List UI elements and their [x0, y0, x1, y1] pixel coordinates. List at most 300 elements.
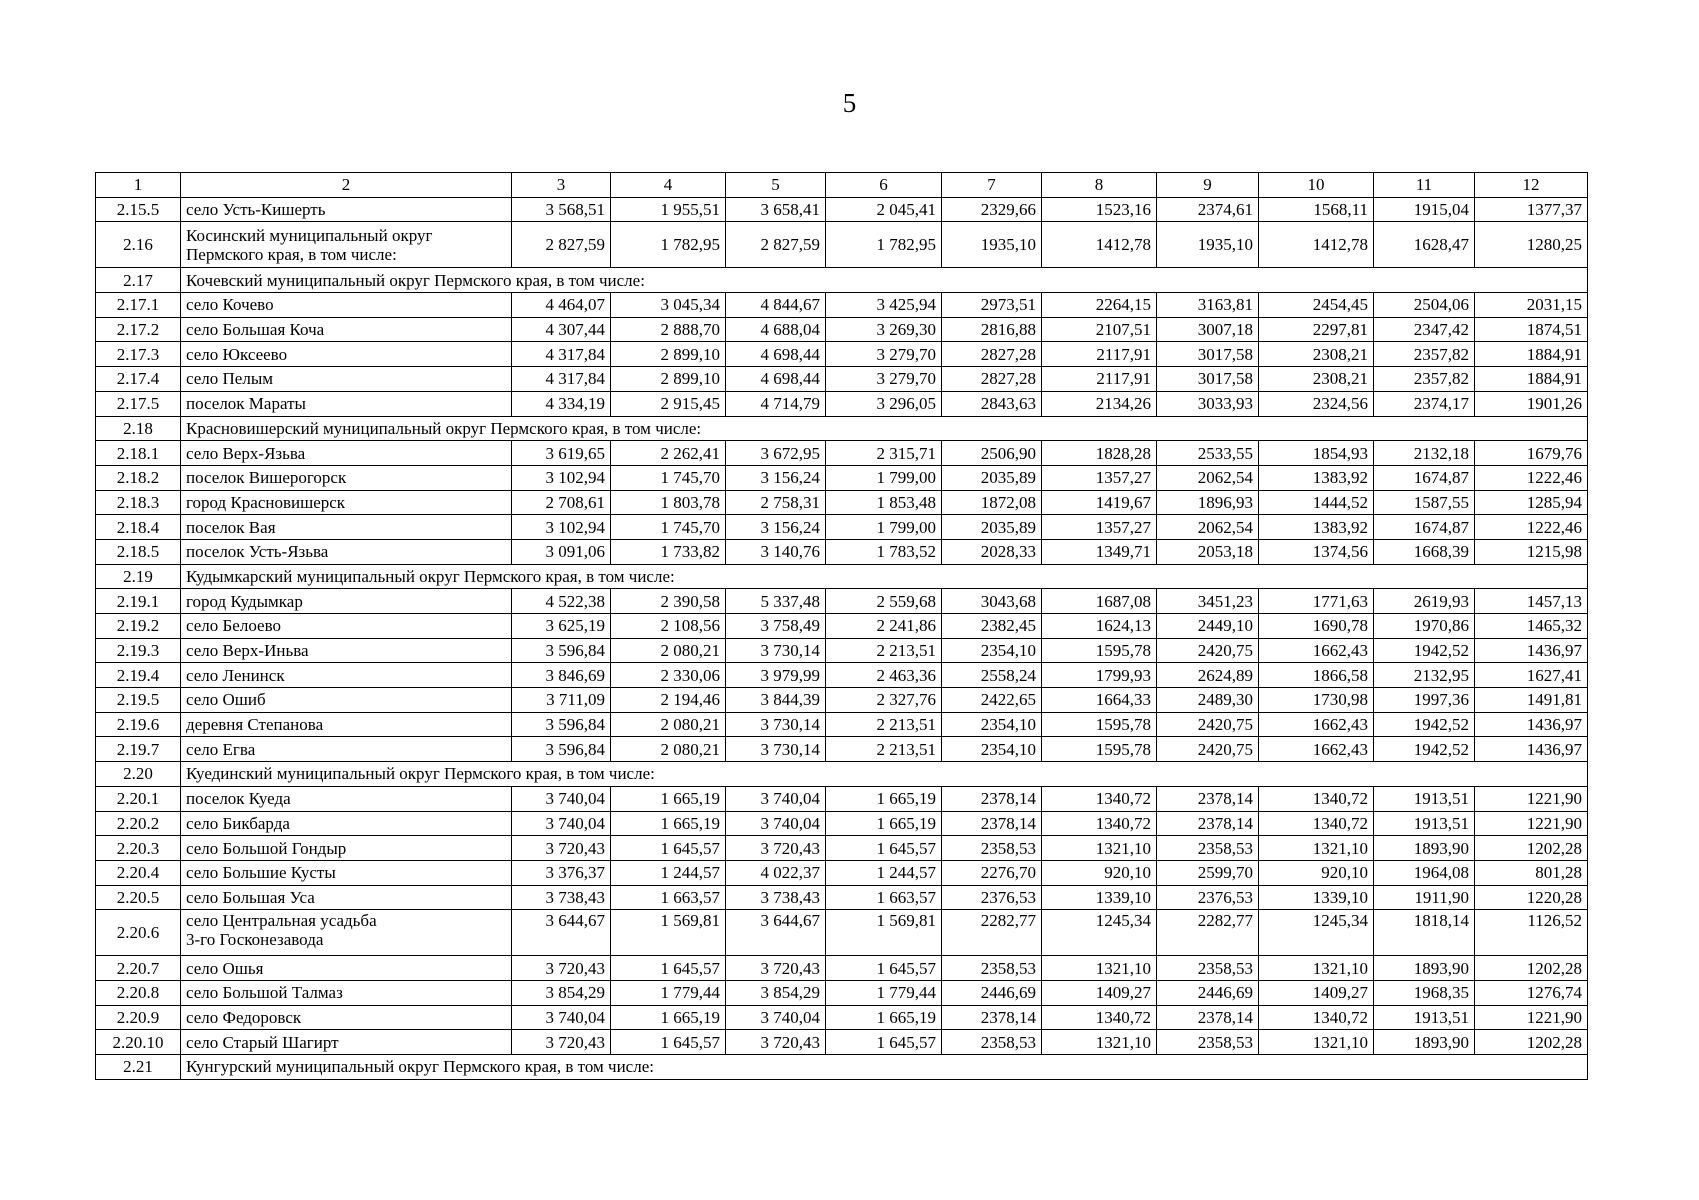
value-cell: 2420,75 — [1157, 737, 1259, 762]
table-row — [96, 980, 1588, 1005]
value-cell: 2 194,46 — [611, 688, 726, 713]
value-cell: 1321,10 — [1042, 1030, 1157, 1055]
value-cell: 2376,53 — [942, 885, 1042, 910]
settlement-name: село Ленинск — [186, 665, 285, 685]
value-cell: 1690,78 — [1259, 614, 1374, 639]
table-row — [96, 490, 1588, 515]
value-cell: 2035,89 — [942, 515, 1042, 540]
value-cell: 1 665,19 — [826, 811, 942, 836]
value-cell: 3 711,09 — [512, 688, 611, 713]
value-cell: 2 899,10 — [611, 367, 726, 392]
value-cell: 2 315,71 — [826, 441, 942, 466]
settlement-name: село Большая Коча — [186, 320, 325, 340]
value-cell: 1 665,19 — [826, 786, 942, 811]
value-cell: 2358,53 — [942, 836, 1042, 861]
value-cell: 2 213,51 — [826, 737, 942, 762]
value-cell: 1901,26 — [1475, 391, 1588, 416]
settlement-name: село Егва — [186, 739, 256, 759]
row-code-cell: 2.20.6 — [96, 910, 181, 956]
value-cell: 920,10 — [1042, 860, 1157, 885]
table-row — [96, 515, 1588, 540]
settlement-name-cell — [181, 712, 512, 737]
row-code-cell: 2.19.7 — [96, 737, 181, 762]
row-code-cell: 2.19.3 — [96, 638, 181, 663]
value-cell: 2378,14 — [942, 811, 1042, 836]
value-cell: 1942,52 — [1374, 712, 1475, 737]
value-cell: 1339,10 — [1042, 885, 1157, 910]
value-cell: 2282,77 — [942, 910, 1042, 956]
settlement-name-cell — [181, 860, 512, 885]
value-cell: 2324,56 — [1259, 391, 1374, 416]
value-cell: 2449,10 — [1157, 614, 1259, 639]
value-cell: 1 645,57 — [611, 1030, 726, 1055]
value-cell: 1 745,70 — [611, 465, 726, 490]
value-cell: 1465,32 — [1475, 614, 1588, 639]
table-row — [96, 836, 1588, 861]
value-cell: 2308,21 — [1259, 367, 1374, 392]
value-cell: 3 156,24 — [726, 515, 826, 540]
value-cell: 1340,72 — [1042, 811, 1157, 836]
row-code-cell: 2.20 — [96, 762, 181, 787]
value-cell: 2347,42 — [1374, 317, 1475, 342]
value-cell: 2422,65 — [942, 688, 1042, 713]
value-cell: 2358,53 — [942, 1030, 1042, 1055]
value-cell: 4 317,84 — [512, 367, 611, 392]
value-cell: 1276,74 — [1475, 980, 1588, 1005]
value-cell: 2132,95 — [1374, 663, 1475, 688]
value-cell: 1964,08 — [1374, 860, 1475, 885]
value-cell: 1 244,57 — [611, 860, 726, 885]
value-cell: 2533,55 — [1157, 441, 1259, 466]
value-cell: 1 782,95 — [826, 222, 942, 268]
settlement-name: село Большая Уса — [186, 887, 315, 907]
group-header-row — [96, 564, 1588, 589]
value-cell: 2 390,58 — [611, 589, 726, 614]
settlement-name: село Кочево — [186, 295, 274, 315]
row-code-cell: 2.20.4 — [96, 860, 181, 885]
table-row — [96, 811, 1588, 836]
value-cell: 2374,17 — [1374, 391, 1475, 416]
table-row — [96, 712, 1588, 737]
settlement-name: село Большой Гондыр — [186, 838, 347, 858]
value-cell: 2558,24 — [942, 663, 1042, 688]
value-cell: 1349,71 — [1042, 539, 1157, 564]
value-cell: 2827,28 — [942, 342, 1042, 367]
value-cell: 2504,06 — [1374, 293, 1475, 318]
value-cell: 1893,90 — [1374, 836, 1475, 861]
value-cell: 2 080,21 — [611, 712, 726, 737]
settlement-name: село Юксеево — [186, 344, 288, 364]
value-cell: 1245,34 — [1042, 910, 1157, 956]
table-row — [96, 317, 1588, 342]
row-code-cell: 2.20.5 — [96, 885, 181, 910]
settlement-name: Косинский муниципальный округ — [186, 225, 433, 245]
settlement-name-cell — [181, 1005, 512, 1030]
value-cell: 1 645,57 — [611, 956, 726, 981]
settlement-name: деревня Степанова — [186, 715, 324, 735]
value-cell: 1662,43 — [1259, 712, 1374, 737]
table-row — [96, 663, 1588, 688]
value-cell: 1221,90 — [1475, 786, 1588, 811]
row-code-cell: 2.17.4 — [96, 367, 181, 392]
value-cell: 3017,58 — [1157, 342, 1259, 367]
value-cell: 2 213,51 — [826, 712, 942, 737]
value-cell: 1913,51 — [1374, 786, 1475, 811]
value-cell: 2489,30 — [1157, 688, 1259, 713]
table-row — [96, 342, 1588, 367]
value-cell: 2 827,59 — [512, 222, 611, 268]
value-cell: 5 337,48 — [726, 589, 826, 614]
value-cell: 2282,77 — [1157, 910, 1259, 956]
value-cell: 4 307,44 — [512, 317, 611, 342]
value-cell: 2 899,10 — [611, 342, 726, 367]
settlement-name-cell — [181, 836, 512, 861]
value-cell: 1771,63 — [1259, 589, 1374, 614]
value-cell: 1321,10 — [1042, 836, 1157, 861]
value-cell: 3 979,99 — [726, 663, 826, 688]
value-cell: 3 156,24 — [726, 465, 826, 490]
value-cell: 2446,69 — [1157, 980, 1259, 1005]
value-cell: 3 740,04 — [726, 1005, 826, 1030]
row-code-cell: 2.20.3 — [96, 836, 181, 861]
value-cell: 1 799,00 — [826, 465, 942, 490]
value-cell: 1523,16 — [1042, 197, 1157, 222]
value-cell: 1280,25 — [1475, 222, 1588, 268]
value-cell: 1874,51 — [1475, 317, 1588, 342]
value-cell: 801,28 — [1475, 860, 1588, 885]
value-cell: 1913,51 — [1374, 1005, 1475, 1030]
value-cell: 1340,72 — [1042, 1005, 1157, 1030]
value-cell: 3 720,43 — [726, 956, 826, 981]
value-cell: 2 915,45 — [611, 391, 726, 416]
tariff-table-container — [95, 172, 1587, 1080]
value-cell: 1799,93 — [1042, 663, 1157, 688]
value-cell: 3 672,95 — [726, 441, 826, 466]
value-cell: 2062,54 — [1157, 465, 1259, 490]
table-row — [96, 222, 1588, 268]
row-code-cell: 2.18 — [96, 416, 181, 441]
value-cell: 1220,28 — [1475, 885, 1588, 910]
value-cell: 4 317,84 — [512, 342, 611, 367]
value-cell: 3 846,69 — [512, 663, 611, 688]
settlement-name: село Ошиб — [186, 690, 266, 710]
value-cell: 1595,78 — [1042, 712, 1157, 737]
value-cell: 2376,53 — [1157, 885, 1259, 910]
value-cell: 3 045,34 — [611, 293, 726, 318]
value-cell: 3 740,04 — [512, 811, 611, 836]
table-row — [96, 786, 1588, 811]
value-cell: 2973,51 — [942, 293, 1042, 318]
table-row — [96, 910, 1588, 956]
settlement-name-cell — [181, 317, 512, 342]
value-cell: 2297,81 — [1259, 317, 1374, 342]
column-number-cell: 11 — [1374, 173, 1475, 198]
value-cell: 2134,26 — [1042, 391, 1157, 416]
row-code-cell: 2.15.5 — [96, 197, 181, 222]
row-code-cell: 2.20.9 — [96, 1005, 181, 1030]
value-cell: 1245,34 — [1259, 910, 1374, 956]
value-cell: 2374,61 — [1157, 197, 1259, 222]
value-cell: 1893,90 — [1374, 1030, 1475, 1055]
group-name-cell: Кунгурский муниципальный округ Пермского края, в том числе: — [181, 1055, 1588, 1080]
value-cell: 1 569,81 — [826, 910, 942, 956]
value-cell: 3163,81 — [1157, 293, 1259, 318]
value-cell: 2 080,21 — [611, 737, 726, 762]
column-number-cell: 12 — [1475, 173, 1588, 198]
value-cell: 1436,97 — [1475, 737, 1588, 762]
value-cell: 4 022,37 — [726, 860, 826, 885]
value-cell: 1595,78 — [1042, 638, 1157, 663]
table-row — [96, 860, 1588, 885]
value-cell: 2 827,59 — [726, 222, 826, 268]
row-code-cell: 2.18.4 — [96, 515, 181, 540]
value-cell: 1321,10 — [1259, 956, 1374, 981]
value-cell: 3 102,94 — [512, 515, 611, 540]
value-cell: 1 663,57 — [826, 885, 942, 910]
value-cell: 3017,58 — [1157, 367, 1259, 392]
value-cell: 2827,28 — [942, 367, 1042, 392]
row-code-cell: 2.17.3 — [96, 342, 181, 367]
value-cell: 3 279,70 — [826, 367, 942, 392]
column-number-cell: 3 — [512, 173, 611, 198]
group-name-cell: Кудымкарский муниципальный округ Пермского края, в том числе: — [181, 564, 1588, 589]
value-cell: 1674,87 — [1374, 465, 1475, 490]
value-cell: 4 334,19 — [512, 391, 611, 416]
settlement-name: село Верх-Язьва — [186, 443, 306, 463]
value-cell: 3 102,94 — [512, 465, 611, 490]
table-row — [96, 441, 1588, 466]
settlement-name-cell — [181, 786, 512, 811]
column-number-cell: 8 — [1042, 173, 1157, 198]
value-cell: 1893,90 — [1374, 956, 1475, 981]
value-cell: 1 782,95 — [611, 222, 726, 268]
value-cell: 1674,87 — [1374, 515, 1475, 540]
value-cell: 1202,28 — [1475, 1030, 1588, 1055]
value-cell: 1664,33 — [1042, 688, 1157, 713]
value-cell: 2117,91 — [1042, 367, 1157, 392]
row-code-cell: 2.18.5 — [96, 539, 181, 564]
value-cell: 1383,92 — [1259, 465, 1374, 490]
value-cell: 3 740,04 — [726, 811, 826, 836]
settlement-name-cell — [181, 197, 512, 222]
value-cell: 2619,93 — [1374, 589, 1475, 614]
value-cell: 3 844,39 — [726, 688, 826, 713]
value-cell: 1412,78 — [1259, 222, 1374, 268]
value-cell: 2 758,31 — [726, 490, 826, 515]
value-cell: 1872,08 — [942, 490, 1042, 515]
value-cell: 1662,43 — [1259, 737, 1374, 762]
value-cell: 1321,10 — [1259, 836, 1374, 861]
value-cell: 1222,46 — [1475, 515, 1588, 540]
row-code-cell: 2.16 — [96, 222, 181, 268]
value-cell: 2 888,70 — [611, 317, 726, 342]
value-cell: 2 559,68 — [826, 589, 942, 614]
column-number-row — [96, 173, 1588, 198]
value-cell: 1409,27 — [1042, 980, 1157, 1005]
settlement-name-line2: 3-го Госконезавода — [186, 930, 324, 950]
value-cell: 3 425,94 — [826, 293, 942, 318]
value-cell: 4 698,44 — [726, 342, 826, 367]
group-header-row — [96, 268, 1588, 293]
settlement-name: поселок Усть-Язьва — [186, 542, 329, 562]
value-cell: 1828,28 — [1042, 441, 1157, 466]
value-cell: 4 464,07 — [512, 293, 611, 318]
value-cell: 1 783,52 — [826, 539, 942, 564]
value-cell: 2 327,76 — [826, 688, 942, 713]
value-cell: 1221,90 — [1475, 1005, 1588, 1030]
value-cell: 1 645,57 — [826, 1030, 942, 1055]
value-cell: 3 738,43 — [512, 885, 611, 910]
value-cell: 2276,70 — [942, 860, 1042, 885]
settlement-name-cell — [181, 811, 512, 836]
settlement-name: село Большой Талмаз — [186, 983, 343, 1003]
value-cell: 1997,36 — [1374, 688, 1475, 713]
value-cell: 1377,37 — [1475, 197, 1588, 222]
value-cell: 2 108,56 — [611, 614, 726, 639]
value-cell: 2329,66 — [942, 197, 1042, 222]
value-cell: 1215,98 — [1475, 539, 1588, 564]
value-cell: 2378,14 — [1157, 786, 1259, 811]
row-code-cell: 2.18.2 — [96, 465, 181, 490]
settlement-name: село Федоровск — [186, 1007, 302, 1027]
settlement-name-cell — [181, 441, 512, 466]
value-cell: 3 625,19 — [512, 614, 611, 639]
value-cell: 2354,10 — [942, 638, 1042, 663]
value-cell: 2 463,36 — [826, 663, 942, 688]
settlement-name-cell — [181, 614, 512, 639]
value-cell: 1913,51 — [1374, 811, 1475, 836]
value-cell: 1 779,44 — [611, 980, 726, 1005]
row-code-cell: 2.20.2 — [96, 811, 181, 836]
value-cell: 2420,75 — [1157, 712, 1259, 737]
settlement-name-cell — [181, 956, 512, 981]
value-cell: 1222,46 — [1475, 465, 1588, 490]
value-cell: 2 241,86 — [826, 614, 942, 639]
value-cell: 2382,45 — [942, 614, 1042, 639]
value-cell: 1340,72 — [1259, 786, 1374, 811]
value-cell: 1357,27 — [1042, 515, 1157, 540]
settlement-name-cell — [181, 980, 512, 1005]
settlement-name-line2: Пермского края, в том числе: — [186, 244, 397, 264]
value-cell: 2028,33 — [942, 539, 1042, 564]
value-cell: 1221,90 — [1475, 811, 1588, 836]
table-row — [96, 197, 1588, 222]
table-row — [96, 465, 1588, 490]
value-cell: 2 045,41 — [826, 197, 942, 222]
value-cell: 1818,14 — [1374, 910, 1475, 956]
value-cell: 3 619,65 — [512, 441, 611, 466]
settlement-name: поселок Вая — [186, 517, 276, 537]
settlement-name: село Усть-Кишерть — [186, 200, 326, 220]
value-cell: 2 213,51 — [826, 638, 942, 663]
value-cell: 1628,47 — [1374, 222, 1475, 268]
row-code-cell: 2.19 — [96, 564, 181, 589]
value-cell: 1595,78 — [1042, 737, 1157, 762]
value-cell: 3 720,43 — [512, 956, 611, 981]
value-cell: 1409,27 — [1259, 980, 1374, 1005]
settlement-name: село Верх-Иньва — [186, 641, 309, 661]
value-cell: 2506,90 — [942, 441, 1042, 466]
value-cell: 3 758,49 — [726, 614, 826, 639]
settlement-name: село Старый Шагирт — [186, 1032, 339, 1052]
value-cell: 3 296,05 — [826, 391, 942, 416]
value-cell: 1321,10 — [1259, 1030, 1374, 1055]
value-cell: 3 720,43 — [726, 1030, 826, 1055]
value-cell: 2107,51 — [1042, 317, 1157, 342]
value-cell: 3 854,29 — [512, 980, 611, 1005]
settlement-name-cell — [181, 490, 512, 515]
row-code-cell: 2.20.10 — [96, 1030, 181, 1055]
value-cell: 1587,55 — [1374, 490, 1475, 515]
value-cell: 3 740,04 — [726, 786, 826, 811]
value-cell: 1436,97 — [1475, 712, 1588, 737]
value-cell: 2599,70 — [1157, 860, 1259, 885]
value-cell: 3 720,43 — [512, 1030, 611, 1055]
settlement-name-cell — [181, 663, 512, 688]
value-cell: 2 708,61 — [512, 490, 611, 515]
settlement-name-cell — [181, 737, 512, 762]
value-cell: 1444,52 — [1259, 490, 1374, 515]
value-cell: 1436,97 — [1475, 638, 1588, 663]
value-cell: 1 663,57 — [611, 885, 726, 910]
value-cell: 2843,63 — [942, 391, 1042, 416]
value-cell: 1321,10 — [1042, 956, 1157, 981]
value-cell: 1942,52 — [1374, 638, 1475, 663]
value-cell: 2354,10 — [942, 737, 1042, 762]
table-row — [96, 589, 1588, 614]
value-cell: 3 854,29 — [726, 980, 826, 1005]
tariff-table — [95, 172, 1588, 1080]
value-cell: 2378,14 — [1157, 811, 1259, 836]
value-cell: 1 645,57 — [826, 836, 942, 861]
value-cell: 2816,88 — [942, 317, 1042, 342]
page-number: 5 — [842, 88, 857, 118]
settlement-name: город Кудымкар — [186, 591, 303, 611]
value-cell: 1668,39 — [1374, 539, 1475, 564]
value-cell: 1935,10 — [942, 222, 1042, 268]
value-cell: 1730,98 — [1259, 688, 1374, 713]
row-code-cell: 2.17.2 — [96, 317, 181, 342]
value-cell: 1 244,57 — [826, 860, 942, 885]
table-row — [96, 614, 1588, 639]
value-cell: 2 080,21 — [611, 638, 726, 663]
value-cell: 2357,82 — [1374, 367, 1475, 392]
value-cell: 1412,78 — [1042, 222, 1157, 268]
group-name-cell: Куединский муниципальный округ Пермского края, в том числе: — [181, 762, 1588, 787]
row-code-cell: 2.17.1 — [96, 293, 181, 318]
value-cell: 3033,93 — [1157, 391, 1259, 416]
value-cell: 4 714,79 — [726, 391, 826, 416]
value-cell: 1126,52 — [1475, 910, 1588, 956]
value-cell: 2378,14 — [942, 786, 1042, 811]
group-name-cell: Красновишерский муниципальный округ Пермского края, в том числе: — [181, 416, 1588, 441]
value-cell: 2624,89 — [1157, 663, 1259, 688]
value-cell: 2446,69 — [942, 980, 1042, 1005]
value-cell: 2 330,06 — [611, 663, 726, 688]
row-code-cell: 2.20.7 — [96, 956, 181, 981]
row-code-cell: 2.19.1 — [96, 589, 181, 614]
settlement-name-cell — [181, 293, 512, 318]
value-cell: 2264,15 — [1042, 293, 1157, 318]
value-cell: 3 091,06 — [512, 539, 611, 564]
row-code-cell: 2.21 — [96, 1055, 181, 1080]
row-code-cell: 2.19.5 — [96, 688, 181, 713]
table-row — [96, 391, 1588, 416]
value-cell: 1568,11 — [1259, 197, 1374, 222]
table-row — [96, 885, 1588, 910]
value-cell: 2308,21 — [1259, 342, 1374, 367]
table-row — [96, 367, 1588, 392]
